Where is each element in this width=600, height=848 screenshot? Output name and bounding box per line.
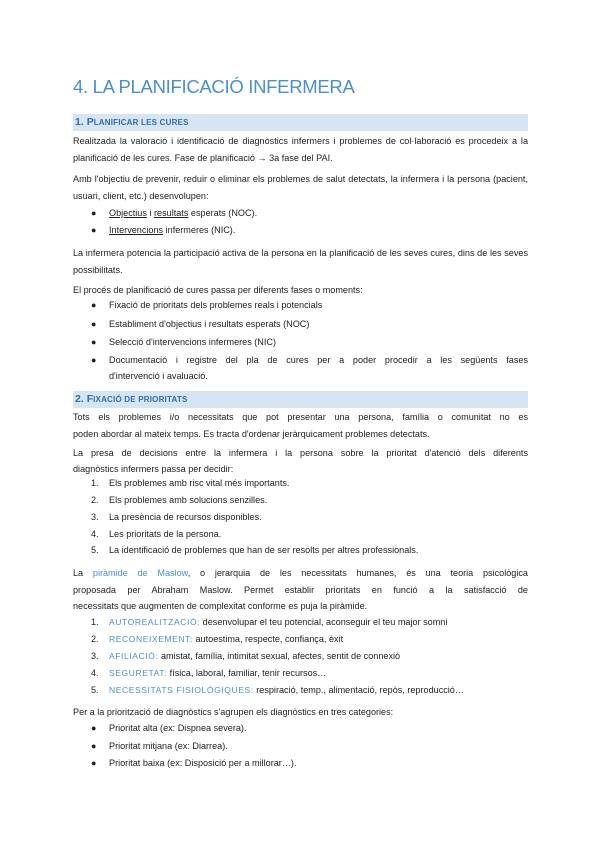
- s1-paragraph-1: Realitzada la valoració i identificació de diagnòstics infermers i problemes de col·laboració es procedeix a la planificació de les cures. Fase de planificació → 3a fase del PAI.: [73, 136, 528, 163]
- maslow-level-text: amistat, família, intimitat sexual, afectes, sentit de connexió: [158, 651, 401, 661]
- priority-item: Prioritat baixa (ex: Disposició per a millorar…).: [109, 758, 297, 768]
- s1-paragraph-4: El procés de planificació de cures passa per diferents fases o moments:: [73, 285, 363, 295]
- maslow-level-text: física, laboral, familiar, tenir recursos…: [167, 668, 327, 678]
- numbered-item: Les prioritats de la persona.: [109, 529, 222, 539]
- maslow-item: [109, 614, 447, 631]
- section-1-number: 1.: [75, 116, 84, 128]
- list-item: Selecció d'intervencions infermeres (NIC): [109, 337, 276, 347]
- maslow-level-text: respiració, temp., alimentació, repòs, reproducció…: [253, 685, 464, 695]
- objectius-text: Objectius: [109, 208, 147, 218]
- s2-paragraph-1-line-2: poden abordar al mateix temps. Es tracta d'ordenar jeràrquicament problemes detectats.: [73, 429, 430, 439]
- maslow-link[interactable]: piràmide de Maslow: [92, 568, 188, 578]
- list-item: Fixació de prioritats dels problemes reals i potencials: [109, 300, 323, 310]
- list-number: 4.: [91, 668, 99, 678]
- s2-paragraph-2-line-1: La presa de decisions entre la infermera i la persona sobre la prioritat d'atenció dels diferents: [73, 448, 528, 458]
- bullet-icon: ●: [91, 741, 97, 751]
- priority-item: Prioritat mitjana (ex: Diarrea).: [109, 741, 228, 751]
- list-item-rest: infermeres (NIC).: [163, 225, 236, 235]
- intervencions-text: Intervencions: [109, 225, 164, 235]
- bullet-icon: ●: [91, 300, 97, 310]
- bullet-icon: ●: [91, 723, 97, 733]
- section-2-title-initial: F: [86, 393, 94, 405]
- list-number: 2.: [91, 495, 99, 505]
- list-item: [109, 222, 235, 239]
- list-number: 3.: [91, 651, 99, 661]
- section-2-title-rest: IXACIÓ DE PRIORITATS: [93, 395, 188, 404]
- connector-text: i: [146, 208, 154, 218]
- list-item: [109, 205, 257, 222]
- list-item-continuation: d'intervenció i avaluació.: [109, 371, 208, 381]
- maslow-level-label: AUTOREALITZACIÓ:: [109, 617, 201, 627]
- page-title: 4. LA PLANIFICACIÓ INFERMERA: [73, 76, 355, 97]
- maslow-item: [109, 648, 400, 665]
- s1-paragraph-3: La infermera potencia la participació activa de la persona en la planificació de les seves cures, dins de les seves possibilitats.: [73, 248, 528, 275]
- numbered-item: Els problemes amb risc vital més importants.: [109, 478, 290, 488]
- list-number: 5.: [91, 545, 99, 555]
- maslow-level-label: RECONEIXEMENT:: [109, 634, 193, 644]
- bullet-icon: ●: [91, 225, 97, 235]
- list-number: 3.: [91, 512, 99, 522]
- bullet-icon: ●: [91, 208, 97, 218]
- section-1-title-initial: P: [86, 116, 94, 128]
- bullet-icon: ●: [91, 337, 97, 347]
- maslow-paragraph-line-2: proposada per Abraham Maslow. Permet establir prioritats en funció a la satisfacció de: [73, 585, 528, 595]
- maslow-level-label: AFILIACIÓ:: [109, 651, 159, 661]
- maslow-paragraph-line-3: necessitats que augmenten de complexitat conforme es puja la piràmide.: [73, 601, 368, 611]
- priority-item: Prioritat alta (ex: Dispnea severa).: [109, 723, 247, 733]
- maslow-level-text: desenvolupar el teu potencial, aconseguir el teu major somni: [200, 617, 448, 627]
- numbered-item: La identificació de problemes que han de ser resolts per altres professionals.: [109, 545, 419, 555]
- numbered-item: La presència de recursos disponibles.: [109, 512, 262, 522]
- maslow-level-label: NECESSITATS FISIOLÒGIQUES:: [109, 685, 254, 695]
- section-2-title: [75, 393, 187, 405]
- maslow-level-text: autoestima, respecte, confiança, èxit: [192, 634, 344, 644]
- maslow-item: [109, 682, 464, 699]
- list-number: 1.: [91, 478, 99, 488]
- list-number: 4.: [91, 529, 99, 539]
- s2-paragraph-2-line-2: diagnòstics infermers passa per decidir:: [73, 464, 234, 474]
- list-number: 5.: [91, 685, 99, 695]
- s2-paragraph-1-line-1: Tots els problemes i/o necessitats que pot presentar una persona, família o comunitat no es: [73, 412, 528, 422]
- section-2-number: 2.: [75, 393, 84, 405]
- resultats-text: resultats: [154, 208, 189, 218]
- bullet-icon: ●: [91, 319, 97, 329]
- maslow-post: , o jerarquia de les necessitats humanes, és una teoria psicològica: [187, 568, 528, 578]
- list-item: Establiment d'objectius i resultats esperats (NOC): [109, 319, 310, 329]
- bullet-icon: ●: [91, 355, 97, 365]
- list-item: Documentació i registre del pla de cures per a poder procedir a les següents fases: [109, 355, 528, 365]
- s1-paragraph-2: Amb l'objectiu de prevenir, reduir o eliminar els problemes de salut detectats, la infermera i la persona (pacient, usuari, client, etc.) desenvolupen:: [73, 174, 528, 201]
- section-1-title: [75, 116, 189, 128]
- section-1-title-rest: LANIFICAR LES CURES: [93, 118, 189, 127]
- bullet-icon: ●: [91, 758, 97, 768]
- list-number: 1.: [91, 617, 99, 627]
- s2-paragraph-4: Per a la priorització de diagnòstics s'agrupen els diagnòstics en tres categories:: [73, 707, 394, 717]
- maslow-level-label: SEGURETAT:: [109, 668, 168, 678]
- list-item-rest: esperats (NOC).: [188, 208, 258, 218]
- maslow-pre: La: [73, 568, 93, 578]
- list-number: 2.: [91, 634, 99, 644]
- maslow-paragraph-line-1: [73, 565, 528, 582]
- maslow-item: [109, 665, 326, 682]
- maslow-item: [109, 631, 343, 648]
- numbered-item: Els problemes amb solucions senzilles.: [109, 495, 268, 505]
